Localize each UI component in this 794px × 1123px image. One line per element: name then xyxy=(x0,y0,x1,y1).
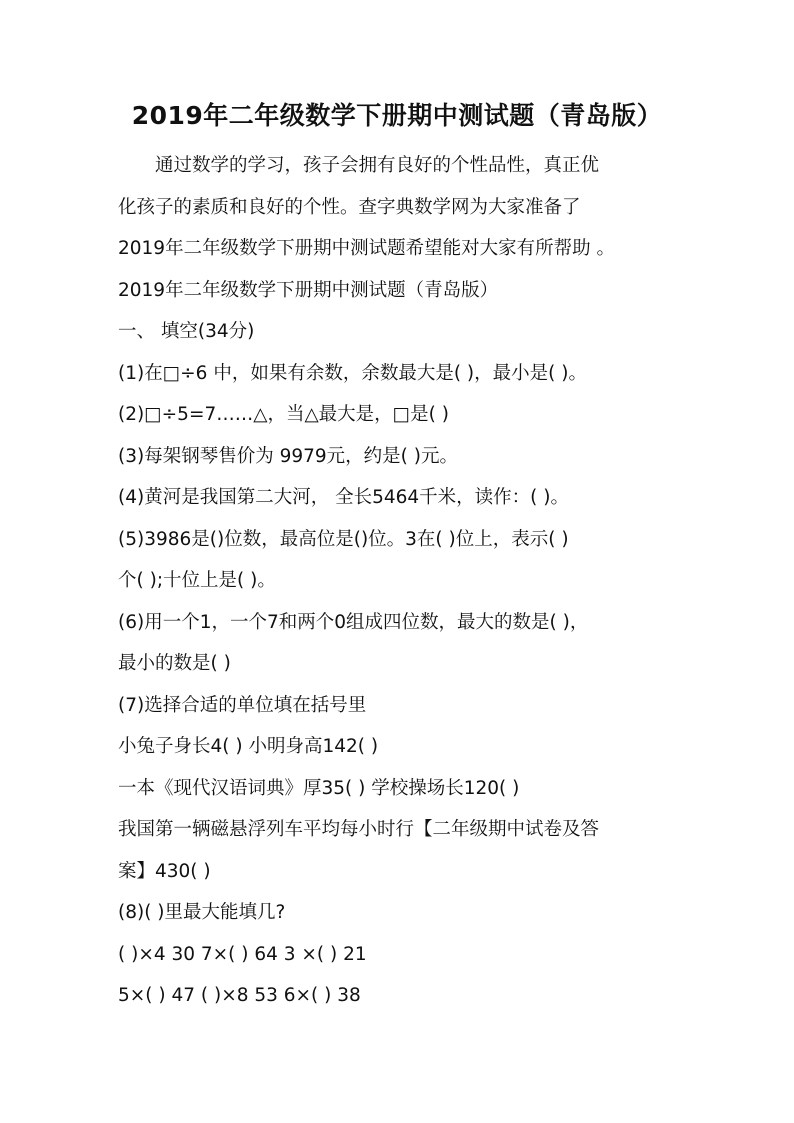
intro-line-2: 化孩子的素质和良好的个性。查字典数学网为大家准备了 xyxy=(118,196,581,218)
question-7-item-3-line-1: 我国第一辆磁悬浮列车平均每小时行【二年级期中试卷及答 xyxy=(118,819,600,840)
question-5-line-2: 个( );十位上是( )。 xyxy=(118,570,276,591)
question-3: (3)每架钢琴售价为 9979元，约是( )元。 xyxy=(118,445,458,467)
question-1: (1)在□÷6 中，如果有余数，余数最大是( )，最小是( )。 xyxy=(118,362,587,384)
question-7-item-3-line-2: 案】430( ) xyxy=(118,860,211,882)
question-4: (4)黄河是我国第二大河， 全长5464千米，读作：( )。 xyxy=(118,487,569,508)
document-title: 2019年二年级数学下册期中测试题（青岛版） xyxy=(131,101,663,130)
section-heading-fill-blank: 一、 填空(34分) xyxy=(118,321,255,342)
question-7-item-1: 小兔子身长4( ) 小明身高142( ) xyxy=(118,736,379,757)
question-6-line-1: (6)用一个1，一个7和两个0组成四位数，最大的数是( )， xyxy=(118,611,589,633)
document-body xyxy=(118,145,678,1017)
subtitle-line: 2019年二年级数学下册期中测试题（青岛版） xyxy=(118,279,499,301)
question-5-line-1: (5)3986是()位数，最高位是()位。3在( )位上，表示( ) xyxy=(118,528,569,550)
question-7-heading: (7)选择合适的单位填在括号里 xyxy=(118,694,367,716)
intro-line-3: 2019年二年级数学下册期中测试题希望能对大家有所帮助 。 xyxy=(118,238,615,259)
question-7-item-2: 一本《现代汉语词典》厚35( ) 学校操场长120( ) xyxy=(118,777,520,799)
question-8-row-1: ( )×4 30 7×( ) 64 3 ×( ) 21 xyxy=(118,943,367,965)
question-6-line-2: 最小的数是( ) xyxy=(118,653,231,674)
intro-line-1: 通过数学的学习，孩子会拥有良好的个性品性，真正优 xyxy=(155,155,600,176)
question-2: (2)□÷5=7……△，当△最大是，□是( ) xyxy=(118,404,449,425)
question-8-row-2: 5×( ) 47 ( )×8 53 6×( ) 38 xyxy=(118,985,361,1006)
question-8-heading: (8)( )里最大能填几? xyxy=(118,902,286,923)
